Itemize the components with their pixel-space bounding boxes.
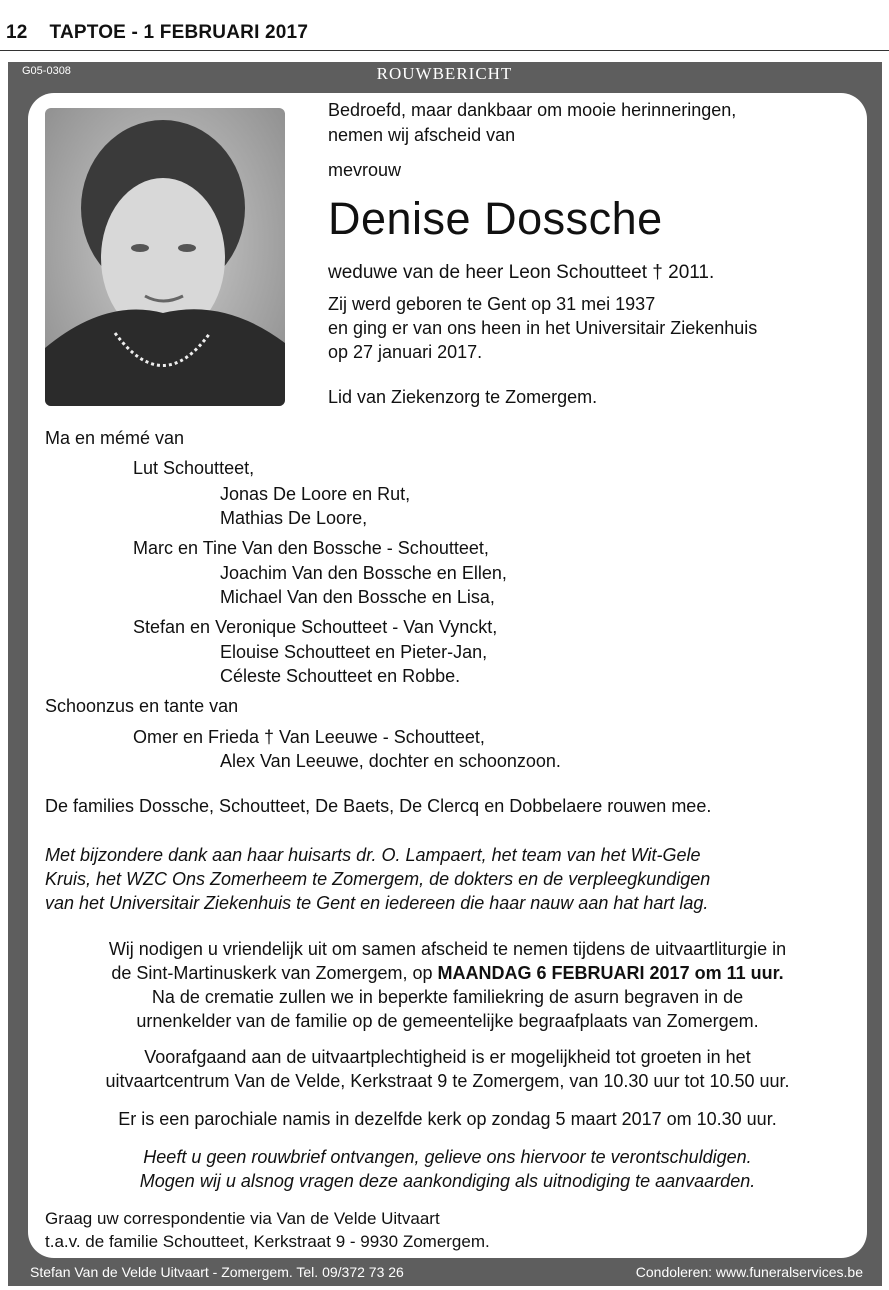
families-line: De families Dossche, Schoutteet, De Baets, De Clercq en Dobbelaere rouwen mee. (45, 796, 712, 816)
member-line: Lid van Ziekenzorg te Zomergem. (328, 387, 598, 407)
family-member: Jonas De Loore en Rut, (220, 484, 411, 504)
portrait-photo (45, 108, 285, 406)
widow-line: weduwe van de heer Leon Schoutteet † 2011. (328, 262, 715, 283)
thanks-line: Met bijzondere dank aan haar huisarts dr. O. Lampaert, het team van het Wit-Gele (45, 845, 701, 865)
funeral-line-4: urnenkelder van de familie op de gemeentelijke begraafplaats van Zomergem. (136, 1011, 759, 1031)
family-member: Lut Schoutteet, (133, 458, 255, 478)
apology-line: Mogen wij u alsnog vragen deze aankondiging als uitnodiging te aanvaarden. (139, 1171, 756, 1191)
intro-line-1: Bedroefd, maar dankbaar om mooie herinneringen, (328, 100, 737, 120)
page-number: 12 (6, 22, 28, 43)
footer-undertaker: Stefan Van de Velde Uitvaart - Zomergem. Tel. 09/372 73 26 (30, 1264, 404, 1280)
mass-line: Er is een parochiale namis in dezelfde kerk op zondag 5 maart 2017 om 10.30 uur. (118, 1109, 777, 1129)
family-member: Michael Van den Bossche en Lisa, (220, 587, 495, 607)
sister-heading: Schoonzus en tante van (45, 696, 239, 716)
thanks-line: Kruis, het WZC Ons Zomerheem te Zomergem, de dokters en de verpleegkundigen (45, 869, 711, 889)
died-line-1: en ging er van ons heen in het Universitair Ziekenhuis (328, 318, 758, 338)
ad-code: G05-0308 (22, 65, 71, 77)
funeral-line-1: Wij nodigen u vriendelijk uit om samen afscheid te nemen tijdens de uitvaartliturgie in (108, 939, 787, 959)
born-line: Zij werd geboren te Gent op 31 mei 1937 (328, 294, 656, 314)
apology-line: Heeft u geen rouwbrief ontvangen, gelieve ons hiervoor te verontschuldigen. (143, 1147, 752, 1167)
greeting-line-2: uitvaartcentrum Van de Velde, Kerkstraat 9 te Zomergem, van 10.30 uur tot 10.50 uur. (105, 1071, 790, 1091)
funeral-line-3: Na de crematie zullen we in beperkte familiekring de asurn begraven in de (151, 987, 744, 1007)
header-divider (0, 50, 889, 51)
family-member: Stefan en Veronique Schoutteet - Van Vynckt, (133, 617, 498, 637)
family-member: Céleste Schoutteet en Robbe. (220, 666, 461, 686)
title-mevrouw: mevrouw (328, 160, 402, 180)
family-member: Mathias De Loore, (220, 508, 368, 528)
thanks-line: van het Universitair Ziekenhuis te Gent en iedereen die haar nauw aan hat hart lag. (45, 893, 709, 913)
died-line-2: op 27 januari 2017. (328, 342, 483, 362)
footer-condolences: Condoleren: www.funeralservices.be (635, 1264, 863, 1280)
family-member: Elouise Schoutteet en Pieter-Jan, (220, 642, 488, 662)
publication-title: TAPTOE - 1 FEBRUARI 2017 (49, 22, 309, 43)
family-member: Joachim Van den Bossche en Ellen, (220, 563, 507, 583)
family-member: Alex Van Leeuwe, dochter en schoonzoon. (220, 751, 561, 771)
page-header (6, 22, 308, 44)
family-member: Marc en Tine Van den Bossche - Schoutteet, (133, 538, 489, 558)
ma-heading: Ma en mémé van (45, 428, 185, 448)
funeral-line-2-text: de Sint-Martinuskerk van Zomergem, op (111, 963, 438, 983)
section-title: ROUWBERICHT (376, 64, 513, 83)
deceased-name: Denise Dossche (328, 193, 663, 244)
correspondence-line: Graag uw correspondentie via Van de Velde Uitvaart (45, 1209, 440, 1228)
family-member: Omer en Frieda † Van Leeuwe - Schoutteet, (133, 727, 485, 747)
funeral-date-time: MAANDAG 6 FEBRUARI 2017 om 11 uur. (437, 963, 784, 983)
intro-line-2: nemen wij afscheid van (328, 125, 516, 145)
correspondence-line: t.a.v. de familie Schoutteet, Kerkstraat 9 - 9930 Zomergem. (45, 1232, 490, 1251)
greeting-line-1: Voorafgaand aan de uitvaartplechtigheid is er mogelijkheid tot groeten in het (144, 1047, 751, 1067)
portrait-illustration (45, 108, 285, 406)
funeral-line-2 (28, 964, 867, 982)
